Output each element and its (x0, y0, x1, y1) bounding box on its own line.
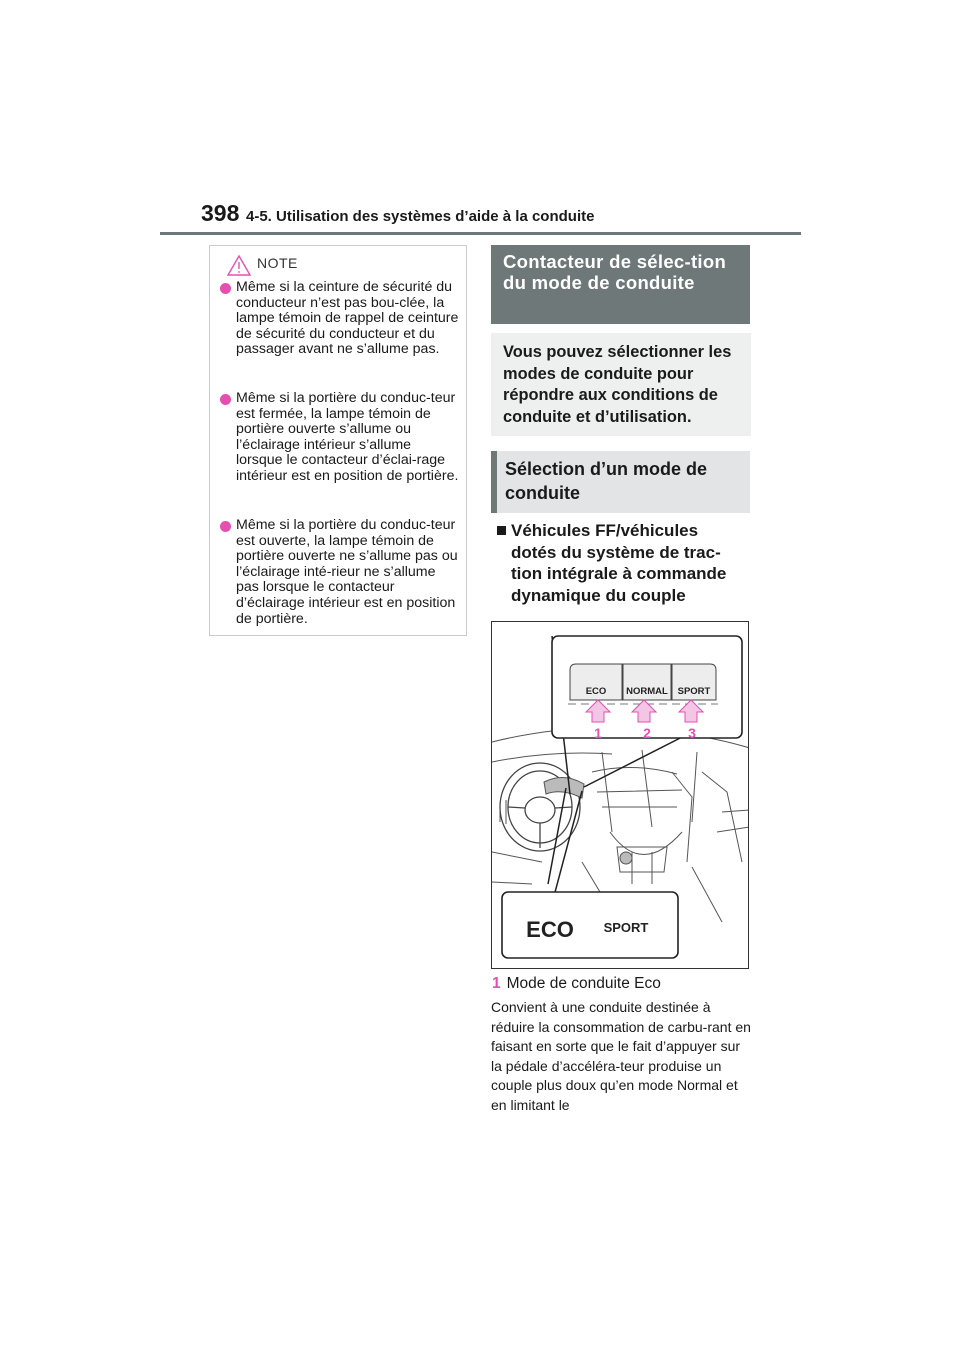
item-number: 1 (492, 975, 501, 992)
item-title: Mode de conduite Eco (506, 975, 661, 992)
subsection-title: Sélection d’un mode de conduite (491, 451, 750, 513)
item-description: Convient à une conduite destinée à réduire la consommation de carbu-rant en faisant en sorte que le fait d’appuyer sur la pédale d’accéléra-teur produise un couple plus doux qu’en mode Normal et en limitant le (491, 999, 751, 1113)
note-box (209, 245, 467, 636)
callout-number: 2 (643, 725, 651, 741)
bullet-dot-icon (220, 521, 231, 532)
note-bullet (220, 391, 460, 485)
note-bullet-text: Même si la portière du conduc-teur est ouverte, la lampe témoin de portière ouverte ne s’allume pas ou l’éclairage inté-rieur ne s’allume pas lorsque le contacteur d’éclairage intérieur est en position de portière. (236, 517, 458, 627)
indicator-sport: SPORT (603, 920, 649, 935)
note-bullet (220, 280, 460, 358)
note-bullet-text: Même si la ceinture de sécurité du conducteur n’est pas bou-clée, la lampe témoin de rappel de ceinture de sécurité du conducteur et du passager avant ne s’allume pas. (236, 279, 459, 358)
vehicle-heading (497, 520, 747, 606)
note-bullet (220, 518, 460, 627)
section-title: Contacteur de sélec-tion du mode de conduite (491, 245, 750, 324)
dashboard-drawing (492, 622, 749, 969)
note-label: NOTE (257, 255, 298, 271)
switch-label-sport: SPORT (677, 686, 711, 697)
switch-label-eco: ECO (585, 686, 607, 697)
page-number: 398 (201, 200, 240, 226)
bullet-dot-icon (220, 394, 231, 405)
drive-mode-illustration (491, 621, 749, 969)
bullet-dot-icon (220, 283, 231, 294)
warning-icon (226, 254, 252, 278)
square-bullet-icon (497, 526, 506, 535)
section-header-title: 4-5. Utilisation des systèmes d’aide à la conduite (246, 208, 595, 225)
switch-label-normal: NORMAL (626, 686, 668, 697)
header-rule (160, 232, 801, 235)
note-bullet-text: Même si la portière du conduc-teur est fermée, la lampe témoin de portière ouverte s’allume ou l’éclairage intérieur s’allume lorsque le contacteur d’éclai-rage intérieur est en position de portière. (236, 390, 459, 484)
indicator-eco: ECO (526, 917, 574, 942)
section-intro: Vous pouvez sélectionner les modes de conduite pour répondre aux conditions de conduite et d’utilisation. (491, 333, 751, 436)
vehicle-heading-text: Véhicules FF/véhicules dotés du système de trac-tion intégrale à commande dynamique du couple (511, 521, 727, 605)
callout-number: 1 (594, 725, 602, 741)
callout-number: 3 (688, 725, 696, 741)
mode-item (492, 975, 661, 993)
